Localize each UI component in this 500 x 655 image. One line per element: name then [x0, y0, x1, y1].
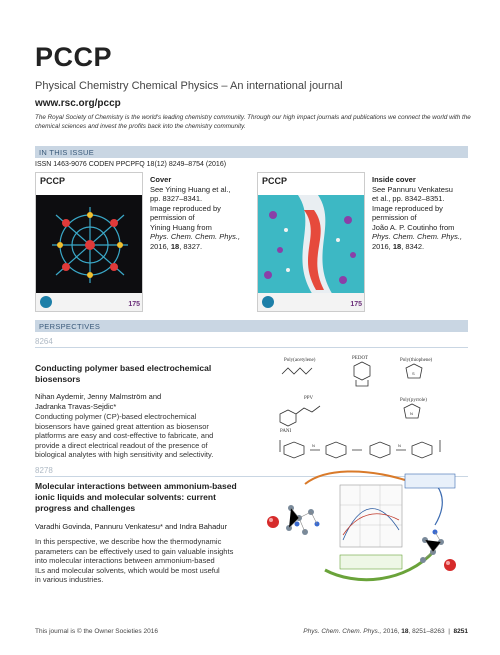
journal-subtitle: Physical Chemistry Chemical Physics – An international journal: [35, 80, 343, 92]
article-divider: [35, 347, 468, 348]
article-page-number: 8278: [35, 466, 53, 475]
svg-text:S: S: [412, 371, 415, 376]
article-page-number: 8264: [35, 337, 53, 346]
svg-text:N: N: [312, 443, 315, 448]
label-pani: PANI: [280, 429, 292, 434]
article-abstract: In this perspective, we describe how the thermodynamic parameters can be effectively used to gain valuable insights into molecular interactions between ammonium-based ILs and molecular solvents, which would be most useful in various industries.: [35, 537, 234, 584]
footer-page-number: 8251: [453, 628, 468, 635]
rsc-logo-icon: [40, 296, 52, 308]
label-pedot: PEDOT: [352, 356, 369, 361]
footer-citation: Phys. Chem. Chem. Phys., 2016, 18, 8251–8263 | 8251: [303, 628, 468, 635]
anniversary-badge: 175: [350, 301, 362, 308]
svg-text:N: N: [398, 443, 401, 448]
journal-url[interactable]: www.rsc.org/pccp: [35, 98, 121, 109]
issn-line: ISSN 1463-9076 CODEN PPCPFQ 18(12) 8249–8754 (2016): [35, 161, 227, 168]
inside-cover-caption-title: Inside cover: [372, 175, 416, 184]
cover-journal-title: PCCP: [40, 176, 66, 186]
inside-cover-image[interactable]: [257, 172, 365, 312]
label-ppv: PPV: [304, 396, 314, 401]
article-authors: Nihan Aydemir, Jenny Malmström and Jadranka Travas-Sejdic*: [35, 392, 162, 411]
cover-artwork: [36, 195, 143, 295]
rsc-logo-icon: [262, 296, 274, 308]
in-this-issue-band: [35, 146, 468, 158]
article-authors: Varadhi Govinda, Pannuru Venkatesu* and Indra Bahadur: [35, 522, 228, 531]
perspectives-label: PERSPECTIVES: [39, 322, 101, 331]
article-title[interactable]: Conducting polymer based electrochemical biosensors: [35, 363, 212, 384]
rsc-blurb: The Royal Society of Chemistry is the world's leading chemistry community. Through our high impact journals and publications we connect the world with the chemical sciences and invest the profits back into the chemistry community.: [35, 114, 471, 130]
journal-title: PCCP: [35, 42, 113, 72]
article-title[interactable]: Molecular interactions between ammonium-based ionic liquids and molecular solvents: current progress and challenges: [35, 481, 237, 513]
article-abstract: Conducting polymer (CP)-based electrochemical biosensors have gained great attention as biosensor platforms are easy and cost-effective to fabricate, and provide a direct electrical readout of the presence of biological analytes with high sensitivity and selectivity.: [35, 412, 214, 459]
svg-text:N: N: [410, 411, 413, 416]
polymer-structures-figure: [270, 352, 468, 464]
perspectives-band: [35, 320, 468, 332]
label-polythiophene: Poly(thiophene): [400, 358, 433, 363]
inside-cover-caption: Inside cover See Pannuru Venkatesu et al., pp. 8342–8351. Image reproduced by permission of João A. P. Coutinho from Phys. Chem. Chem. Phys., 2016, 18, 8342.: [372, 175, 472, 251]
anniversary-badge: 175: [128, 301, 140, 308]
footer-copyright: This journal is © the Owner Societies 2016: [35, 628, 158, 635]
label-polyacetylene: Poly(acetylene): [284, 358, 316, 363]
inside-cover-artwork: [258, 195, 365, 295]
cover-image[interactable]: [35, 172, 143, 312]
cover-caption-title: Cover: [150, 175, 172, 184]
in-this-issue-label: IN THIS ISSUE: [39, 148, 95, 157]
inside-cover-journal-title: PCCP: [262, 176, 288, 186]
molecular-interactions-figure: [265, 470, 470, 588]
cover-caption: Cover See Yining Huang et al., pp. 8327–8341. Image reproduced by permission of Yining Huang from Phys. Chem. Chem. Phys., 2016, 18, 8327.: [150, 175, 250, 251]
label-polypyrrole: Poly(pyrrole): [400, 398, 427, 403]
